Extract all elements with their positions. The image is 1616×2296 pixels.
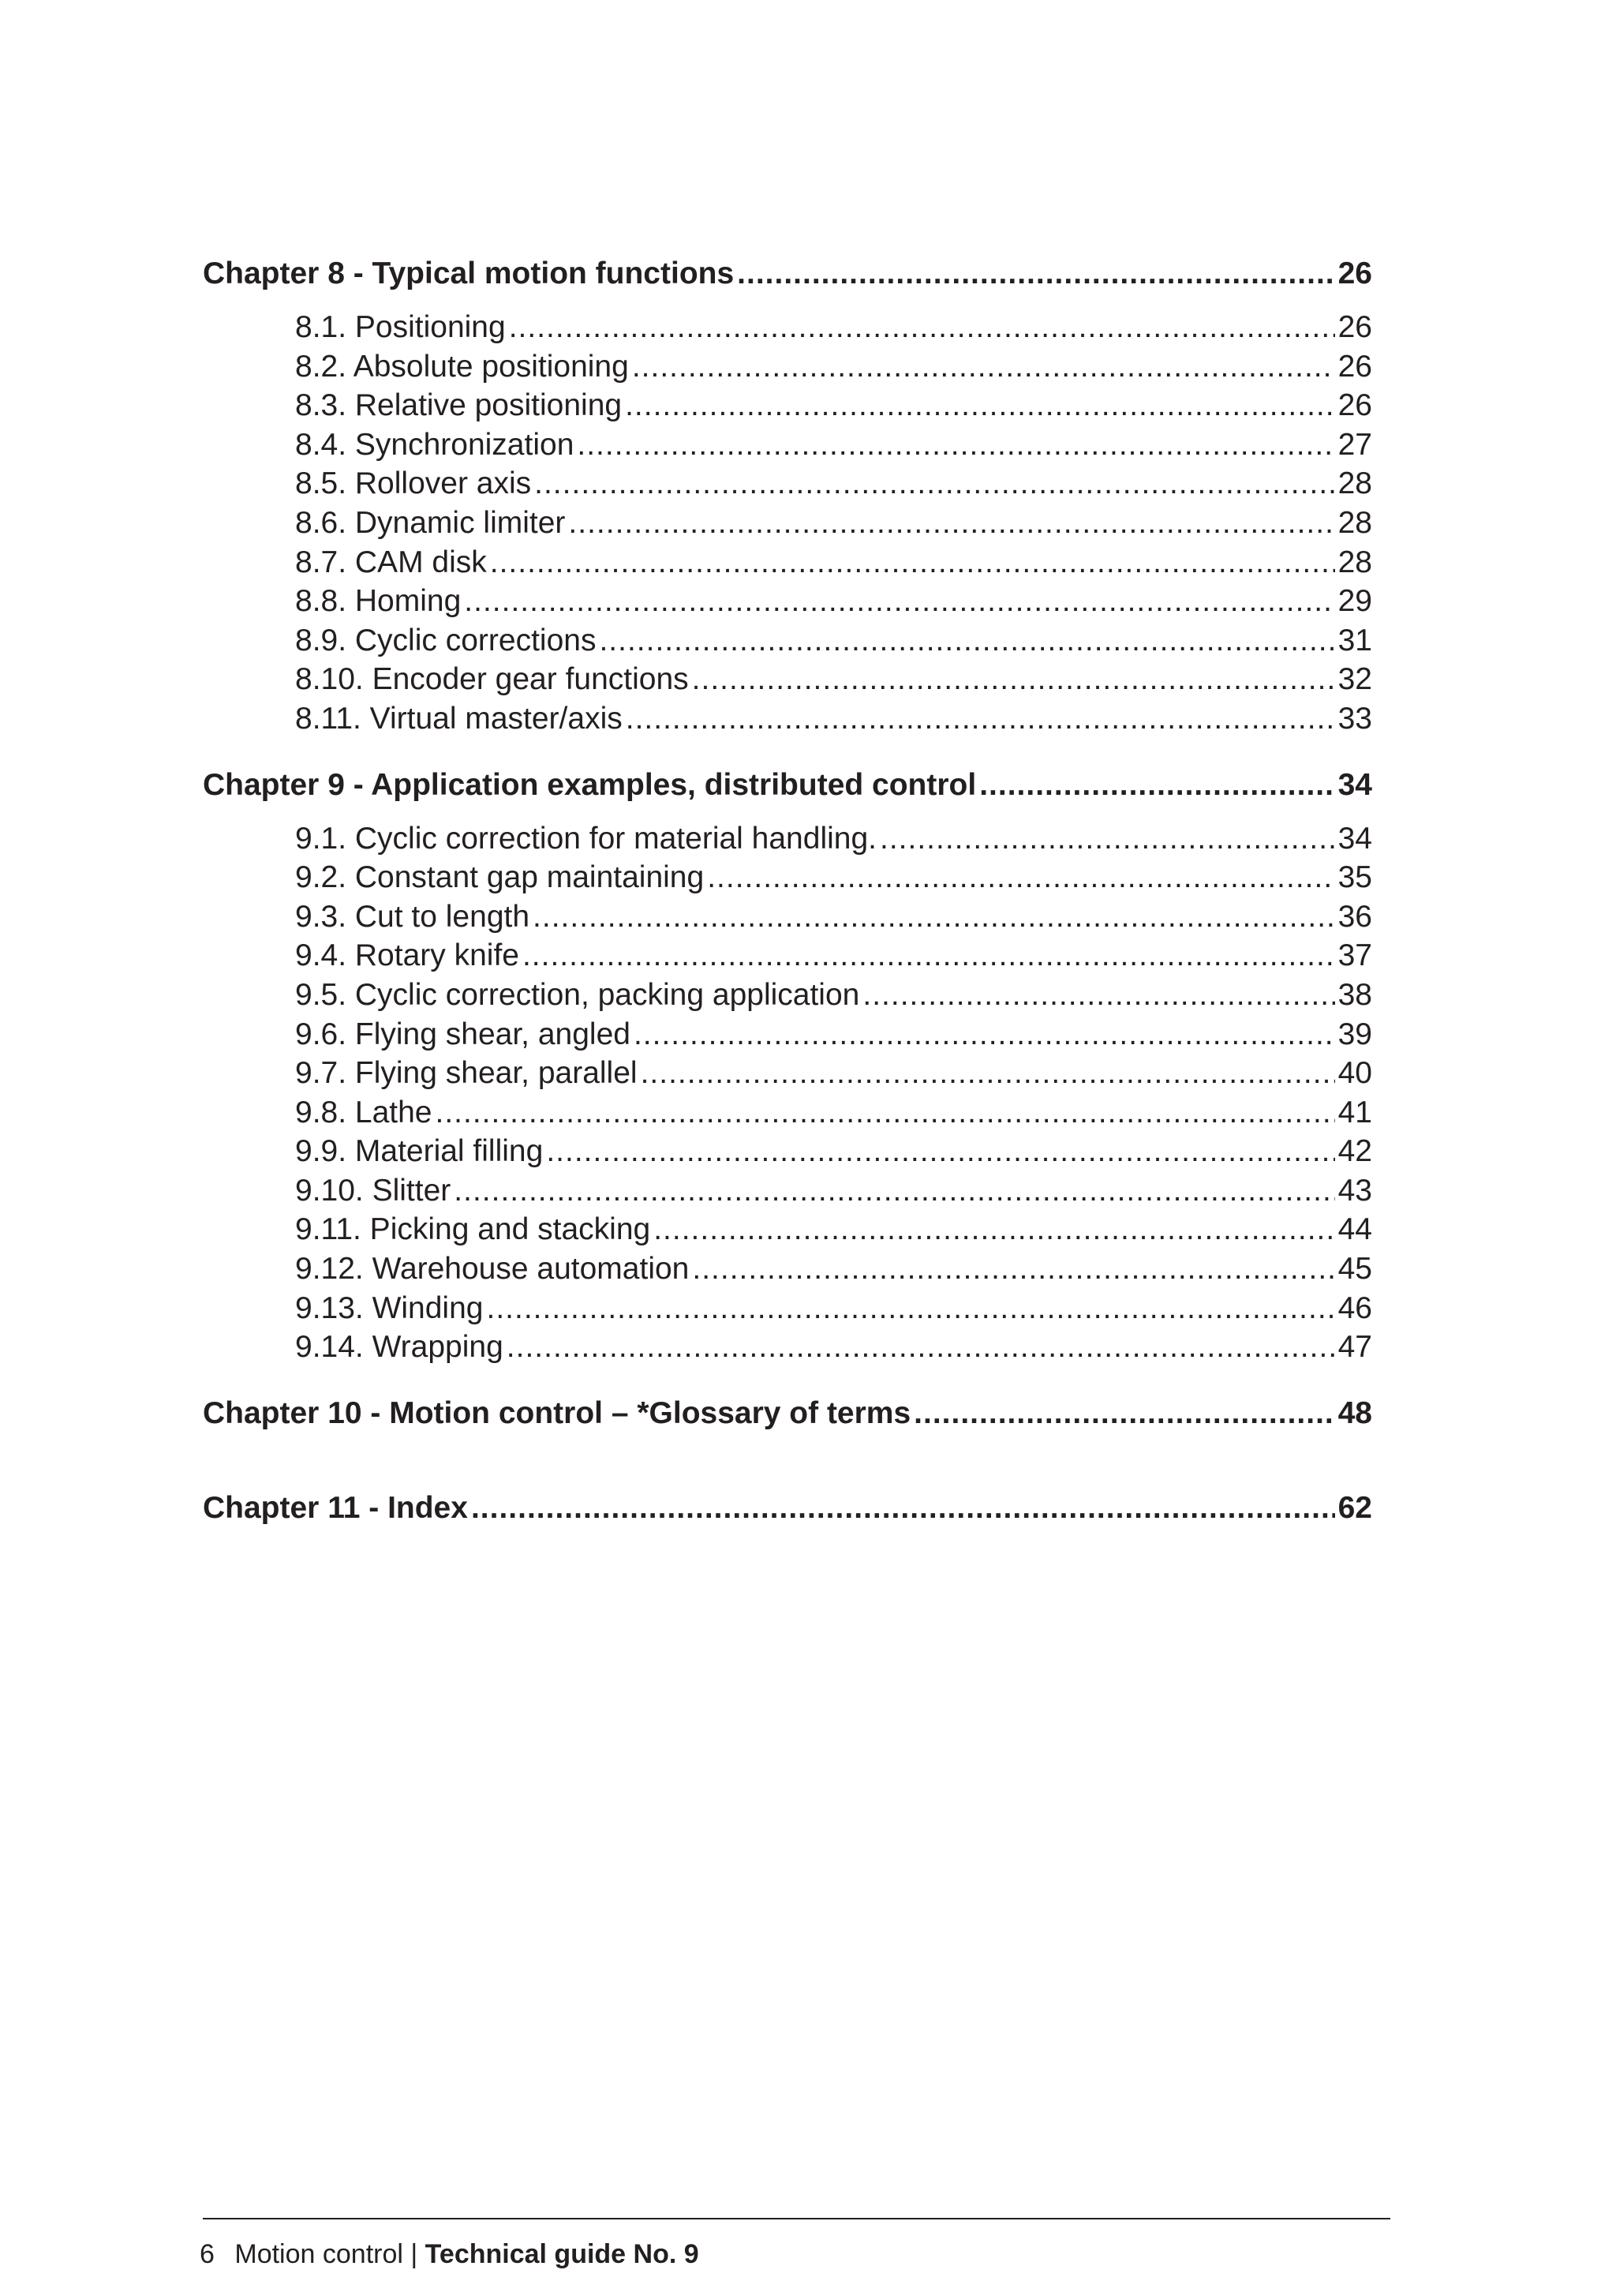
spacer xyxy=(203,739,1372,762)
toc-section-9-1[interactable] xyxy=(203,819,1372,859)
toc-section-9-3[interactable] xyxy=(203,897,1372,937)
table-of-contents xyxy=(203,251,1372,1531)
dot-leader xyxy=(522,936,1335,976)
dot-leader xyxy=(692,1249,1334,1289)
section-title: 9.14. Wrapping xyxy=(295,1330,503,1365)
section-page-number: 26 xyxy=(1337,388,1372,423)
section-title: 9.12. Warehouse automation xyxy=(295,1252,690,1287)
footer-divider xyxy=(203,2218,1390,2219)
chapter-title: Chapter 8 - Typical motion functions xyxy=(203,257,735,290)
chapter-page-number: 26 xyxy=(1337,257,1372,290)
toc-section-9-14[interactable] xyxy=(203,1328,1372,1367)
dot-leader xyxy=(979,762,1334,808)
toc-chapter-10[interactable] xyxy=(203,1391,1372,1436)
dot-leader xyxy=(862,976,1334,1015)
dot-leader xyxy=(692,660,1335,699)
spacer xyxy=(203,1436,1372,1485)
toc-section-9-8[interactable] xyxy=(203,1093,1372,1133)
section-page-number: 47 xyxy=(1337,1330,1372,1365)
section-title: 9.13. Winding xyxy=(295,1290,484,1325)
section-title: 9.7. Flying shear, parallel xyxy=(295,1056,638,1091)
section-page-number: 28 xyxy=(1337,466,1372,501)
toc-section-9-5[interactable] xyxy=(203,976,1372,1015)
section-title: 8.8. Homing xyxy=(295,584,462,619)
dot-leader xyxy=(634,1015,1335,1054)
dot-leader xyxy=(454,1171,1334,1211)
dot-leader xyxy=(533,897,1335,937)
toc-section-9-2[interactable] xyxy=(203,858,1372,897)
section-page-number: 46 xyxy=(1337,1290,1372,1325)
toc-section-9-7[interactable] xyxy=(203,1054,1372,1093)
section-title: 8.3. Relative positioning xyxy=(295,388,623,423)
dot-leader xyxy=(707,858,1334,897)
section-page-number: 35 xyxy=(1337,860,1372,895)
spacer xyxy=(203,1367,1372,1391)
footer-guide-name: Technical guide No. 9 xyxy=(425,2239,699,2269)
toc-section-9-10[interactable] xyxy=(203,1171,1372,1211)
section-title: 9.8. Lathe xyxy=(295,1095,432,1129)
toc-section-8-5[interactable] xyxy=(203,464,1372,504)
toc-chapter-11[interactable] xyxy=(203,1485,1372,1531)
chapter-title: Chapter 10 - Motion control – *Glossary of terms xyxy=(203,1395,911,1430)
dot-leader xyxy=(486,1289,1334,1328)
section-title: 9.11. Picking and stacking xyxy=(295,1212,651,1247)
footer-separator: | xyxy=(410,2239,418,2269)
toc-chapter-9[interactable] xyxy=(203,762,1372,808)
section-title: 8.11. Virtual master/axis xyxy=(295,701,623,736)
footer-page-number: 6 xyxy=(200,2239,215,2269)
toc-section-8-6[interactable] xyxy=(203,504,1372,543)
dot-leader xyxy=(471,1485,1335,1531)
dot-leader xyxy=(880,819,1335,859)
toc-section-8-7[interactable] xyxy=(203,543,1372,582)
toc-section-8-10[interactable] xyxy=(203,660,1372,699)
section-page-number: 41 xyxy=(1337,1095,1372,1129)
section-page-number: 32 xyxy=(1337,662,1372,697)
dot-leader xyxy=(546,1132,1334,1171)
toc-section-9-13[interactable] xyxy=(203,1289,1372,1328)
footer-doc-title: Motion control xyxy=(234,2239,403,2269)
section-page-number: 34 xyxy=(1337,821,1372,856)
section-page-number: 43 xyxy=(1337,1173,1372,1208)
section-page-number: 42 xyxy=(1337,1134,1372,1169)
section-page-number: 45 xyxy=(1337,1252,1372,1287)
chapter-title: Chapter 9 - Application examples, distributed control xyxy=(203,767,977,802)
section-title: 8.1. Positioning xyxy=(295,310,506,344)
section-title: 9.3. Cut to length xyxy=(295,899,530,934)
dot-leader xyxy=(577,425,1334,465)
section-title: 9.2. Constant gap maintaining xyxy=(295,860,705,895)
section-page-number: 29 xyxy=(1337,584,1372,619)
section-page-number: 37 xyxy=(1337,938,1372,973)
chapter-page-number: 48 xyxy=(1337,1395,1372,1430)
toc-section-8-8[interactable] xyxy=(203,582,1372,621)
section-title: 9.10. Slitter xyxy=(295,1173,451,1208)
dot-leader xyxy=(464,582,1334,621)
section-page-number: 27 xyxy=(1337,427,1372,462)
section-title: 8.6. Dynamic limiter xyxy=(295,505,566,540)
toc-section-9-6[interactable] xyxy=(203,1015,1372,1054)
section-page-number: 39 xyxy=(1337,1017,1372,1051)
toc-section-9-12[interactable] xyxy=(203,1249,1372,1289)
section-page-number: 36 xyxy=(1337,899,1372,934)
section-page-number: 44 xyxy=(1337,1212,1372,1247)
chapter-page-number: 62 xyxy=(1337,1490,1372,1525)
section-title: 8.7. CAM disk xyxy=(295,545,487,579)
section-title: 8.10. Encoder gear functions xyxy=(295,662,689,697)
section-title: 8.9. Cyclic corrections xyxy=(295,623,597,657)
dot-leader xyxy=(509,308,1335,347)
section-page-number: 26 xyxy=(1337,310,1372,344)
section-title: 9.9. Material filling xyxy=(295,1134,544,1169)
spacer xyxy=(203,808,1372,819)
dot-leader xyxy=(507,1328,1335,1367)
dot-leader xyxy=(490,543,1335,582)
dot-leader xyxy=(626,699,1335,739)
chapter-page-number: 34 xyxy=(1337,767,1372,802)
section-page-number: 28 xyxy=(1337,505,1372,540)
section-title: 9.6. Flying shear, angled xyxy=(295,1017,630,1051)
section-title: 8.2. Absolute positioning xyxy=(295,349,629,384)
dot-leader xyxy=(568,504,1334,543)
spacer xyxy=(203,297,1372,308)
section-title: 9.1. Cyclic correction for material handling. xyxy=(295,821,877,856)
toc-section-8-11[interactable] xyxy=(203,699,1372,739)
section-title: 8.5. Rollover axis xyxy=(295,466,532,501)
dot-leader xyxy=(737,251,1334,297)
chapter-title: Chapter 11 - Index xyxy=(203,1490,468,1525)
section-page-number: 33 xyxy=(1337,701,1372,736)
toc-section-9-9[interactable] xyxy=(203,1132,1372,1171)
dot-leader xyxy=(435,1093,1334,1133)
toc-section-8-3[interactable] xyxy=(203,386,1372,425)
section-title: 9.4. Rotary knife xyxy=(295,938,519,973)
toc-section-8-9[interactable] xyxy=(203,621,1372,661)
section-page-number: 31 xyxy=(1337,623,1372,657)
dot-leader xyxy=(534,464,1334,504)
section-page-number: 26 xyxy=(1337,349,1372,384)
section-title: 8.4. Synchronization xyxy=(295,427,574,462)
section-page-number: 40 xyxy=(1337,1056,1372,1091)
dot-leader xyxy=(625,386,1335,425)
dot-leader xyxy=(641,1054,1335,1093)
dot-leader xyxy=(632,347,1335,387)
section-page-number: 38 xyxy=(1337,977,1372,1012)
toc-section-8-4[interactable] xyxy=(203,425,1372,465)
toc-section-9-4[interactable] xyxy=(203,936,1372,976)
page-footer xyxy=(200,2238,699,2270)
dot-leader xyxy=(599,621,1334,661)
toc-section-8-2[interactable] xyxy=(203,347,1372,387)
section-title: 9.5. Cyclic correction, packing application xyxy=(295,977,860,1012)
toc-chapter-8[interactable] xyxy=(203,251,1372,297)
dot-leader xyxy=(914,1391,1334,1436)
dot-leader xyxy=(653,1210,1334,1249)
section-page-number: 28 xyxy=(1337,545,1372,579)
toc-section-9-11[interactable] xyxy=(203,1210,1372,1249)
toc-section-8-1[interactable] xyxy=(203,308,1372,347)
